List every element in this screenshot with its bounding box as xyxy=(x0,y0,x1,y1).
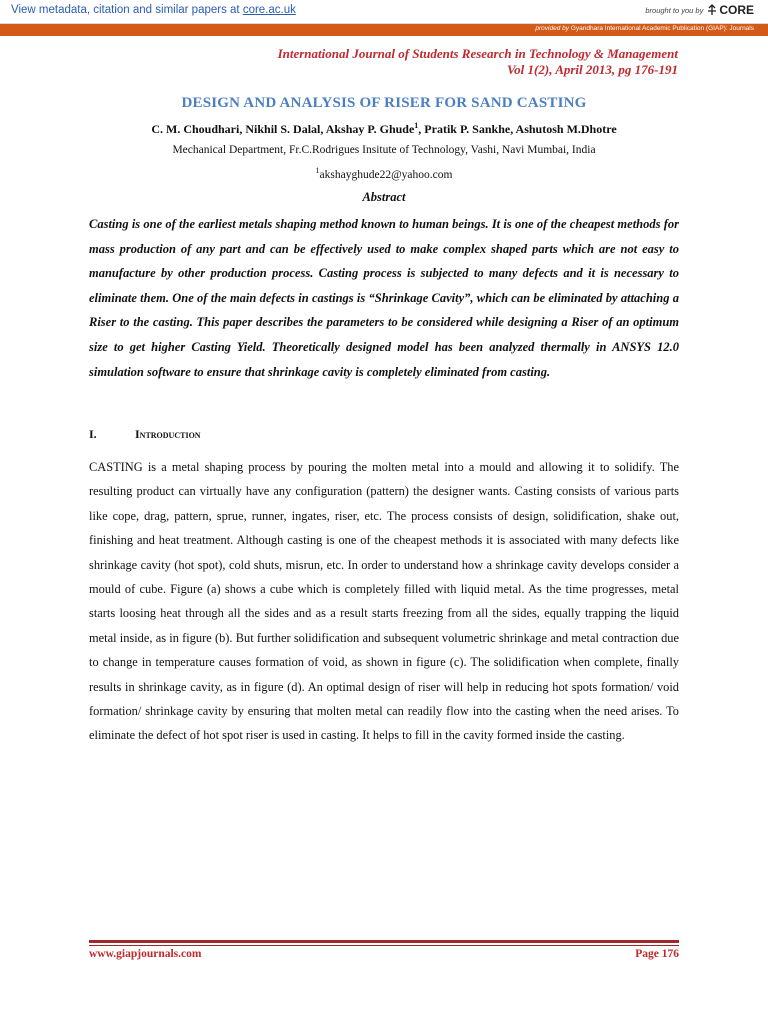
footer-page-number: Page 176 xyxy=(635,948,679,960)
paper-affiliation: Mechanical Department, Fr.C.Rodrigues Insitute of Technology, Vashi, Navi Mumbai, India xyxy=(172,144,596,156)
abstract-heading: Abstract xyxy=(362,190,406,204)
paper-title: DESIGN AND ANALYSIS OF RISER FOR SAND CASTING xyxy=(181,95,587,111)
core-banner xyxy=(0,0,768,24)
introduction-text: CASTING is a metal shaping process by pouring the molten metal into a mould and allowing it to solidify. The resulting product can virtually have any configuration (pattern) the designer wants. Casting consists of various parts like cope, drag, pattern, sprue, runner, ingates, riser, etc. The process consists of design, solidification, shake out, finishing and heat treatment. Although casting is one of the cheapest methods it is associated with many defects like shrinkage cavity (hot spot), cold shuts, misrun, etc. In order to understand how a shrinkage cavity develops consider a mould of cube. Figure (a) shows a cube which is completely filled with liquid metal. As the time progresses, metal starts loosing heat through all the sides and as a result starts freezing from all the sides, equally trapping the liquid metal inside, as in figure (b). But further solidification and subsequent volumetric shrinkage and metal contraction due to change in temperature causes formation of void, as shown in figure (c). The solidification when complete, finally results in shrinkage cavity, as in figure (d). An optimal design of riser will help in reducing hot spots formation/ void formation/ shrinkage cavity by ensuring that molten metal can readily flow into the casting when the need arises. To eliminate the defect of hot spot riser is used in casting. It helps to fill in the cavity formed inside the casting. xyxy=(89,460,679,743)
footer-website[interactable]: www.giapjournals.com xyxy=(89,948,202,960)
core-logo[interactable] xyxy=(707,3,754,17)
core-provided-text xyxy=(535,25,754,32)
email-superscript: 1 xyxy=(315,166,320,175)
email-address[interactable]: akshayghude22@yahoo.com xyxy=(319,168,453,181)
abstract-text: Casting is one of the earliest metals shaping method known to human beings. It is one of the cheapest methods for mass production of any part and can be effectively used to make complex shaped parts which are not easy to manufacture by other production process. Casting process is subjected to many defects and it is necessary to eliminate them. One of the main defects in castings is “Shrinkage Cavity”, which can be eliminated by attaching a Riser to the casting. This paper describes the parameters to be considered while designing a Riser of an optimum size to get higher Casting Yield. Theoretically designed model has been analyzed thermally in ANSYS 12.0 simulation software to ensure that shrinkage cavity is completely eliminated from casting. xyxy=(89,217,679,379)
provider-name[interactable]: Gyandhara International Academic Publication (GIAP): Journals xyxy=(570,25,754,32)
section-heading-introduction xyxy=(89,427,201,442)
section-title: Introduction xyxy=(135,427,201,441)
journal-volume: Vol 1(2), April 2013, pg 176-191 xyxy=(506,62,678,77)
core-brought-by[interactable] xyxy=(645,3,754,17)
paper-authors xyxy=(0,121,768,137)
authors-superscript: 1 xyxy=(414,121,419,130)
core-provided-bar xyxy=(0,24,768,36)
authors-part2: , Pratik P. Sankhe, Ashutosh M.Dhotre xyxy=(418,122,617,136)
brought-by-text: brought to you by xyxy=(645,5,704,15)
journal-header xyxy=(278,46,678,78)
core-logo-icon xyxy=(707,4,717,16)
provided-prefix: provided by xyxy=(535,25,569,32)
journal-name: International Journal of Students Research in Technology & Management xyxy=(277,46,678,61)
core-logo-text: CORE xyxy=(719,3,754,17)
footer-rule-thin xyxy=(89,945,679,946)
paper-email xyxy=(0,166,768,181)
core-url[interactable]: core.ac.uk xyxy=(242,4,296,16)
core-link-text[interactable]: View metadata, citation and similar papers at xyxy=(11,4,243,16)
authors-part1: C. M. Choudhari, Nikhil S. Dalal, Akshay P. Ghude xyxy=(151,122,415,136)
footer-rule-thick xyxy=(89,940,679,943)
core-metadata-link[interactable] xyxy=(11,4,296,16)
section-number: I. xyxy=(89,427,97,441)
